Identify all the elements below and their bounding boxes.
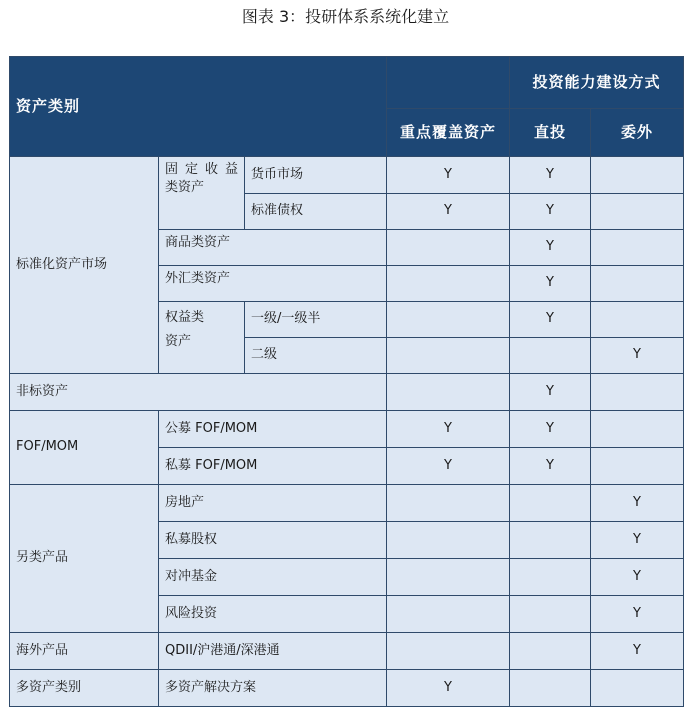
cell-direct: Y	[510, 411, 591, 448]
cell-key-coverage	[387, 302, 510, 338]
cell-delegated: Y	[591, 338, 684, 374]
group-multi-asset: 多资产类别	[10, 670, 159, 707]
figure-title: 图表 3：投研体系系统化建立	[241, 7, 450, 26]
cell-direct: Y	[510, 157, 591, 194]
group-equity-line2: 资产	[165, 334, 192, 349]
row-label: 私募 FOF/MOM	[159, 448, 387, 485]
cell-direct: Y	[510, 194, 591, 230]
cell-delegated	[591, 411, 684, 448]
table-row	[10, 485, 684, 522]
cell-key-coverage	[387, 522, 510, 559]
cell-direct	[510, 633, 591, 670]
group-fixed-income	[159, 157, 245, 230]
cell-delegated: Y	[591, 485, 684, 522]
cell-direct	[510, 596, 591, 633]
cell-delegated: Y	[591, 522, 684, 559]
row-label: 风险投资	[159, 596, 387, 633]
header-blank	[387, 57, 510, 109]
header-asset-class: 资产类别	[10, 57, 387, 157]
cell-direct: Y	[510, 266, 591, 302]
cell-key-coverage: Y	[387, 670, 510, 707]
group-fixed-income-line1: 固 定 收 益	[165, 162, 238, 177]
cell-direct	[510, 522, 591, 559]
cell-key-coverage: Y	[387, 411, 510, 448]
cell-key-coverage: Y	[387, 194, 510, 230]
cell-direct	[510, 338, 591, 374]
header-direct: 直投	[510, 109, 591, 157]
cell-key-coverage	[387, 596, 510, 633]
table-row	[10, 670, 684, 707]
header-row-1	[10, 57, 684, 109]
row-label: 二级	[245, 338, 387, 374]
cell-delegated	[591, 670, 684, 707]
group-equity-line1: 权益类	[165, 310, 205, 325]
cell-key-coverage	[387, 485, 510, 522]
cell-key-coverage	[387, 230, 510, 266]
header-capability: 投资能力建设方式	[510, 57, 684, 109]
table-row	[10, 633, 684, 670]
row-label: 公募 FOF/MOM	[159, 411, 387, 448]
cell-direct	[510, 670, 591, 707]
cell-delegated	[591, 230, 684, 266]
group-standard-market: 标准化资产市场	[10, 157, 159, 374]
cell-delegated: Y	[591, 633, 684, 670]
table-row	[10, 157, 684, 194]
cell-direct: Y	[510, 230, 591, 266]
cell-key-coverage	[387, 338, 510, 374]
header-key-coverage: 重点覆盖资产	[387, 109, 510, 157]
header-delegated: 委外	[591, 109, 684, 157]
cell-key-coverage	[387, 266, 510, 302]
row-label: 私募股权	[159, 522, 387, 559]
row-label: 对冲基金	[159, 559, 387, 596]
row-label: QDII/沪港通/深港通	[159, 633, 387, 670]
group-overseas: 海外产品	[10, 633, 159, 670]
cell-delegated	[591, 448, 684, 485]
cell-key-coverage	[387, 633, 510, 670]
cell-delegated	[591, 194, 684, 230]
row-label: 外汇类资产	[159, 266, 387, 302]
group-equity	[159, 302, 245, 374]
cell-delegated	[591, 157, 684, 194]
group-fixed-income-line2: 类资产	[165, 180, 205, 196]
cell-delegated	[591, 302, 684, 338]
group-non-standard: 非标资产	[10, 374, 387, 411]
cell-direct: Y	[510, 448, 591, 485]
capability-table	[9, 56, 684, 707]
row-label: 货币市场	[245, 157, 387, 194]
cell-direct: Y	[510, 302, 591, 338]
table-row	[10, 411, 684, 448]
cell-key-coverage: Y	[387, 157, 510, 194]
row-label: 多资产解决方案	[159, 670, 387, 707]
cell-delegated: Y	[591, 559, 684, 596]
cell-delegated: Y	[591, 596, 684, 633]
group-fof-mom: FOF/MOM	[10, 411, 159, 485]
row-label: 一级/一级半	[245, 302, 387, 338]
table-row	[10, 374, 684, 411]
group-alternative: 另类产品	[10, 485, 159, 633]
cell-delegated	[591, 374, 684, 411]
cell-key-coverage	[387, 559, 510, 596]
cell-key-coverage	[387, 374, 510, 411]
cell-key-coverage: Y	[387, 448, 510, 485]
row-label: 商品类资产	[159, 230, 387, 266]
cell-direct	[510, 485, 591, 522]
cell-delegated	[591, 266, 684, 302]
cell-direct: Y	[510, 374, 591, 411]
cell-direct	[510, 559, 591, 596]
row-label: 标准债权	[245, 194, 387, 230]
row-label: 房地产	[159, 485, 387, 522]
